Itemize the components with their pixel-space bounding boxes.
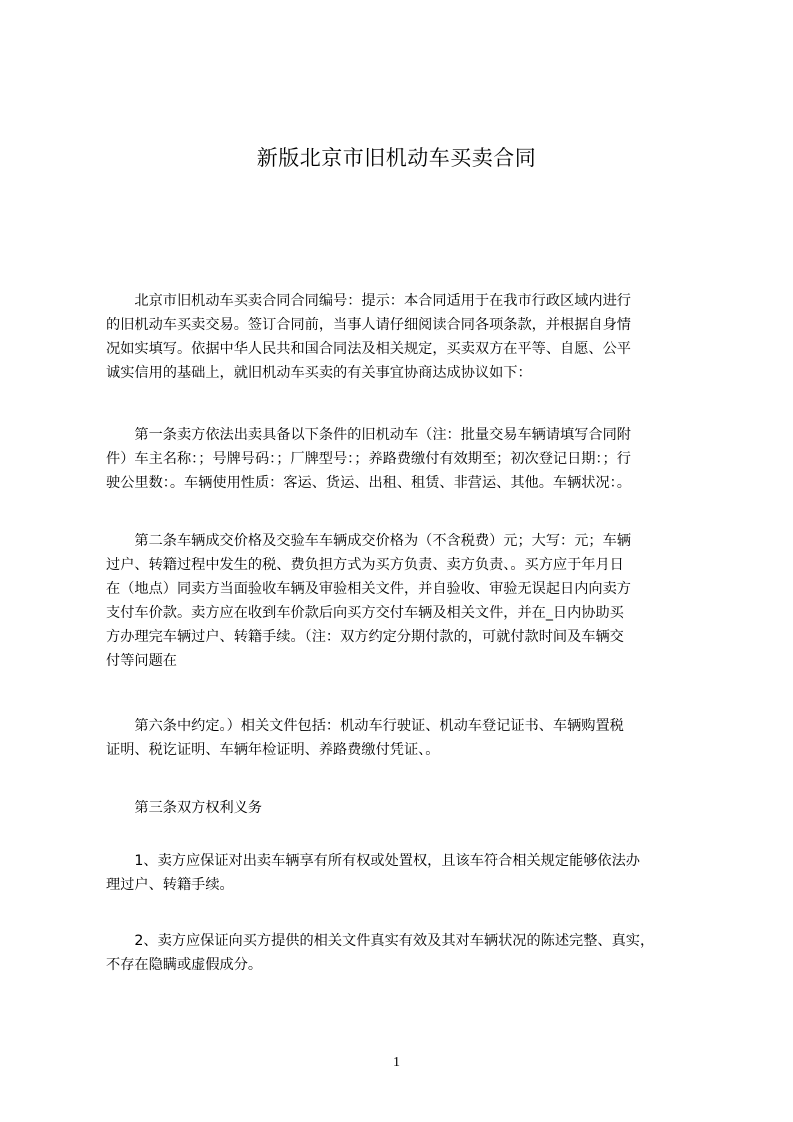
text-line: 件）车主名称：；号牌号码：；厂牌型号：；养路费缴付有效期至；初次登记日期：；行 (106, 451, 631, 467)
text-line: 第三条双方权利义务 (106, 800, 263, 816)
text-line: 的旧机动车买卖交易。签订合同前，当事人请仔细阅读合同各项条款，并根据自身情 (106, 317, 631, 333)
text-line: 过户、转籍过程中发生的税、费负担方式为买方负责、卖方负责、。买方应于年月日 (106, 557, 624, 573)
paragraph-clause-2 (106, 929, 706, 977)
text-line: 北京市旧机动车买卖合同合同编号：提示：本合同适用于在我市行政区域内进行 (106, 293, 631, 309)
text-line: 1、卖方应保证对出卖车辆享有所有权或处置权，且该车符合相关规定能够依法办 (106, 853, 640, 869)
document-title: 新版北京市旧机动车买卖合同 (256, 146, 537, 170)
text-line: 诚实信用的基础上，就旧机动车买卖的有关事宜协商达成协议如下： (106, 365, 532, 381)
text-line: 驶公里数：。车辆使用性质：客运、货运、出租、租赁、非营运、其他。车辆状况：。 (106, 475, 631, 491)
paragraph-article-1 (106, 423, 706, 495)
paragraph-article-3-heading (106, 796, 706, 820)
page-number: 1 (393, 1055, 400, 1070)
text-line: 支付车价款。卖方应在收到车价款后向买方交付车辆及相关文件，并在_日内协助买 (106, 605, 624, 621)
text-line: 2、卖方应保证向买方提供的相关文件真实有效及其对车辆状况的陈述完整、真实， (106, 933, 655, 949)
paragraph-article-2 (106, 529, 706, 673)
text-line: 理过户、转籍手续。 (106, 877, 234, 893)
text-line: 况如实填写。依据中华人民共和国合同法及相关规定，买卖双方在平等、自愿、公平 (106, 341, 631, 357)
text-line: 第二条车辆成交价格及交验车车辆成交价格为（不含税费）元；大写：元；车辆 (106, 533, 631, 549)
text-line: 第一条卖方依法出卖具备以下条件的旧机动车（注：批量交易车辆请填写合同附 (106, 427, 631, 443)
text-line: 付等问题在 (106, 653, 177, 669)
paragraph-clause-1 (106, 849, 706, 897)
text-line: 证明、税讫证明、车辆年检证明、养路费缴付凭证、。 (106, 742, 440, 758)
paragraph-related-documents (106, 714, 706, 762)
text-line: 第六条中约定。）相关文件包括：机动车行驶证、机动车登记证书、车辆购置税 (106, 718, 624, 734)
paragraph-preamble (106, 289, 706, 385)
text-line: 方办理完车辆过户、转籍手续。（注：双方约定分期付款的，可就付款时间及车辆交 (106, 629, 624, 645)
text-line: 不存在隐瞒或虚假成分。 (106, 957, 263, 973)
text-line: 在（地点）同卖方当面验收车辆及审验相关文件，并自验收、审验无误起日内向卖方 (106, 581, 631, 597)
